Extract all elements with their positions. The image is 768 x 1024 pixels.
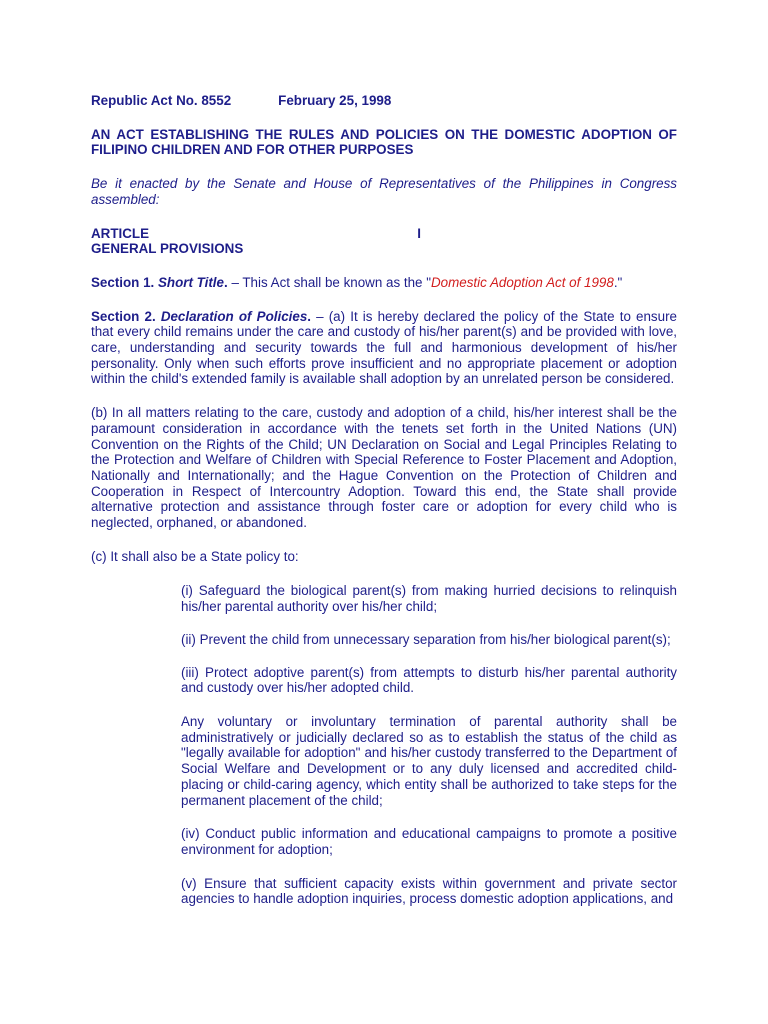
policy-termination-paragraph: Any voluntary or involuntary termination of parental authority shall be administratively or judicially declared so as to establish the status of the child as "legally available for adoption" and his/her custody transferred to the Department of Social Welfare and Development or to any duly licensed and accredited child-placing or child-caring agency, which entity shall be authorized to take steps for the permanent placement of the child; [181,713,677,808]
document-page [91,93,677,907]
section-1-text-after: ." [613,274,623,290]
article-heading [91,226,677,257]
policy-item-ii: (ii) Prevent the child from unnecessary separation from his/her biological parent(s); [181,631,671,647]
policy-item-i: (i) Safeguard the biological parent(s) from making hurried decisions to relinquish his/her parental authority over his/her child; [181,583,677,615]
section-2-para-a-text: – (a) It is hereby declared the policy of the State to ensure that every child remains under the care and custody of his/her parent(s) and be provided with love, care, understanding and security towards the full and harmonious development of his/her personality. Only when such efforts prove insufficient and no appropriate placement or adoption within the child's extended family is available shall adoption by an unrelated person be considered. [91,308,677,387]
enacting-clause: Be it enacted by the Senate and House of Representatives of the Philippines in Congress assembled: [91,176,677,207]
article-number: I [417,225,421,241]
policy-item-v: (v) Ensure that sufficient capacity exists within government and private sector agencies to handle adoption inquiries, process domestic adoption applications, and [181,875,677,907]
section-1-title: Short Title [158,274,224,290]
act-date: February 25, 1998 [278,93,392,108]
article-title: GENERAL PROVISIONS [91,241,244,257]
section-1-number: Section 1. [91,274,155,290]
policy-item-iv: (iv) Conduct public information and educational campaigns to promote a positive environment for adoption; [181,826,677,857]
section-2-para-a: Section 2. Declaration of Policies. – (a) It is hereby declared the policy of the State to ensure that every child remains under the care and custody of his/her parent(s) and be provided with love, care, understanding and security towards the full and harmonious development of his/her personality. Only when such efforts prove insufficient and no appropriate placement or adoption within the child's extended family is available shall adoption by an unrelated person be considered. [91,308,677,387]
section-1-act-name: Domestic Adoption Act of 1998 [430,274,614,290]
document-header [91,93,677,109]
act-number: Republic Act No. 8552 [91,93,232,108]
article-label: ARTICLE [91,225,150,241]
section-2-number: Section 2. [91,308,156,324]
policy-item-iii: (iii) Protect adoptive parent(s) from attempts to disturb his/her parental authority and custody over his/her adopted child. [181,664,677,696]
section-1-text-before: – This Act shall be known as the " [231,274,431,290]
act-title: AN ACT ESTABLISHING THE RULES AND POLICIES ON THE DOMESTIC ADOPTION OF FILIPINO CHILDREN AND FOR OTHER PURPOSES [91,126,677,158]
section-2-para-b: (b) In all matters relating to the care, custody and adoption of a child, his/her interest shall be the paramount consideration in accordance with the tenets set forth in the United Nations (UN) Convention on the Rights of the Child; UN Declaration on Social and Legal Principles Relating to the Protection and Welfare of Children with Special Reference to Foster Placement and Adoption, Nationally and Internationally; and the Hague Convention on the Protection of Children and Cooperation in Respect of Intercountry Adoption. Toward this end, the State shall provide alternative protection and assistance through foster care or adoption for every child who is neglected, orphaned, or abandoned. [91,405,677,531]
section-2-para-c: (c) It shall also be a State policy to: [91,548,299,564]
section-2-title: Declaration of Policies [160,308,308,324]
section-1: Section 1. Short Title. – This Act shall be known as the "Domestic Adoption Act of 1998." [91,274,623,290]
